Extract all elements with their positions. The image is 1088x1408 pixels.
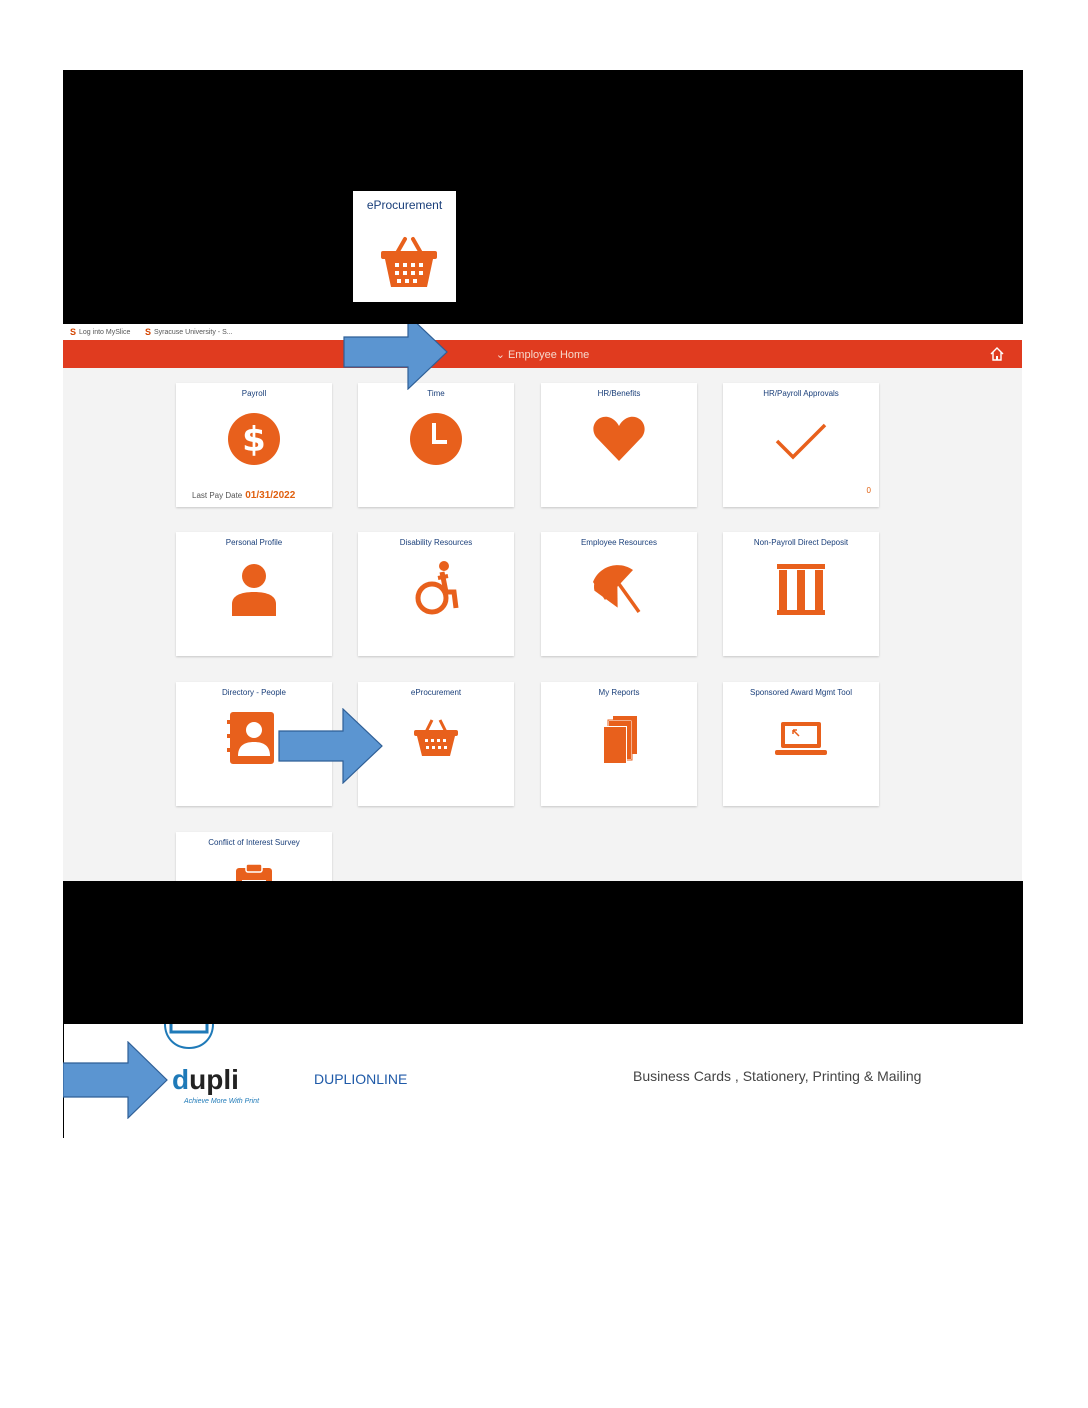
dupli-tagline: Achieve More With Print: [184, 1098, 260, 1105]
arrow-to-dupli-icon: [63, 1041, 169, 1119]
tile-my-reports[interactable]: [541, 682, 697, 806]
partial-logo-icon: [163, 1024, 215, 1050]
black-band-bottom: [63, 881, 1023, 1024]
dollar-icon: [226, 411, 282, 467]
clock-icon: [408, 411, 464, 467]
callout-label: eProcurement: [366, 198, 443, 212]
approvals-count: 0: [866, 486, 871, 495]
bookmark-label: Log into MySlice: [79, 328, 131, 336]
documents-icon: [591, 710, 647, 766]
tile-hr-benefits[interactable]: [541, 383, 697, 507]
clipboard-icon: [226, 860, 282, 881]
syracuse-s-icon: S: [145, 327, 152, 337]
eprocurement-callout: [353, 191, 456, 302]
arrow-to-header-icon: [343, 324, 449, 390]
tile-sponsored-award-mgmt-tool[interactable]: [723, 682, 879, 806]
wheelchair-icon: [408, 560, 464, 616]
tile-label: Non-Payroll Direct Deposit: [753, 538, 849, 547]
dupli-name-link[interactable]: DUPLIONLINE: [314, 1071, 408, 1087]
arrow-to-eprocurement-icon: [278, 708, 384, 784]
tile-label: Personal Profile: [225, 538, 283, 547]
tile-label: Directory - People: [221, 688, 287, 697]
black-band-top: [63, 70, 1023, 324]
bookmark-myslice[interactable]: [70, 327, 130, 337]
syracuse-s-icon: S: [70, 327, 77, 337]
tile-conflict-of-interest-survey[interactable]: [176, 832, 332, 881]
page-title[interactable]: ⌄ Employee Home: [495, 349, 590, 361]
dupli-logo[interactable]: [172, 1064, 239, 1096]
dupli-logo-letter: d: [172, 1064, 190, 1095]
last-pay-label: Last Pay Date: [192, 491, 243, 500]
tile-disability-resources[interactable]: [358, 532, 514, 656]
dupli-logo-text: upli: [189, 1064, 239, 1095]
portal-screenshot: [63, 324, 1022, 881]
tile-non-payroll-direct-deposit[interactable]: [723, 532, 879, 656]
basket-icon: [408, 710, 464, 766]
bookmarks-bar: [63, 324, 1022, 340]
tile-label: My Reports: [598, 688, 640, 697]
person-icon: [226, 560, 282, 616]
heart-icon: [591, 411, 647, 467]
svg-text:$: $: [242, 420, 266, 460]
last-pay-date: [192, 490, 295, 501]
tile-personal-profile[interactable]: [176, 532, 332, 656]
tile-payroll[interactable]: [176, 383, 332, 507]
header-bar: [63, 340, 1022, 368]
bookmark-syracuse[interactable]: [145, 327, 233, 337]
tile-label: Sponsored Award Mgmt Tool: [750, 688, 852, 697]
tile-label: Employee Resources: [580, 538, 658, 547]
last-pay-value: 01/31/2022: [245, 490, 296, 501]
tile-label: eProcurement: [410, 688, 462, 697]
laptop-icon: [773, 710, 829, 766]
tile-label: Payroll: [241, 389, 267, 398]
tile-label: Disability Resources: [399, 538, 473, 547]
tile-label: Conflict of Interest Survey: [208, 838, 300, 847]
page-title-text: Employee Home: [507, 349, 590, 361]
checkmark-icon: [773, 411, 829, 467]
home-icon[interactable]: [990, 347, 1004, 361]
bookmark-label: Syracuse University - S...: [154, 328, 233, 336]
tile-label: Time: [427, 389, 445, 398]
tile-label: HR/Benefits: [597, 389, 641, 398]
columns-icon: [773, 560, 829, 616]
dupli-description: Business Cards , Stationery, Printing & Mailing: [633, 1068, 922, 1084]
tile-label: HR/Payroll Approvals: [763, 389, 839, 398]
address-book-icon: [226, 710, 282, 766]
basket-icon: [379, 231, 439, 291]
tile-employee-resources[interactable]: [541, 532, 697, 656]
tile-hr-payroll-approvals[interactable]: [723, 383, 879, 507]
umbrella-icon: [591, 560, 647, 616]
tile-time[interactable]: [358, 383, 514, 507]
